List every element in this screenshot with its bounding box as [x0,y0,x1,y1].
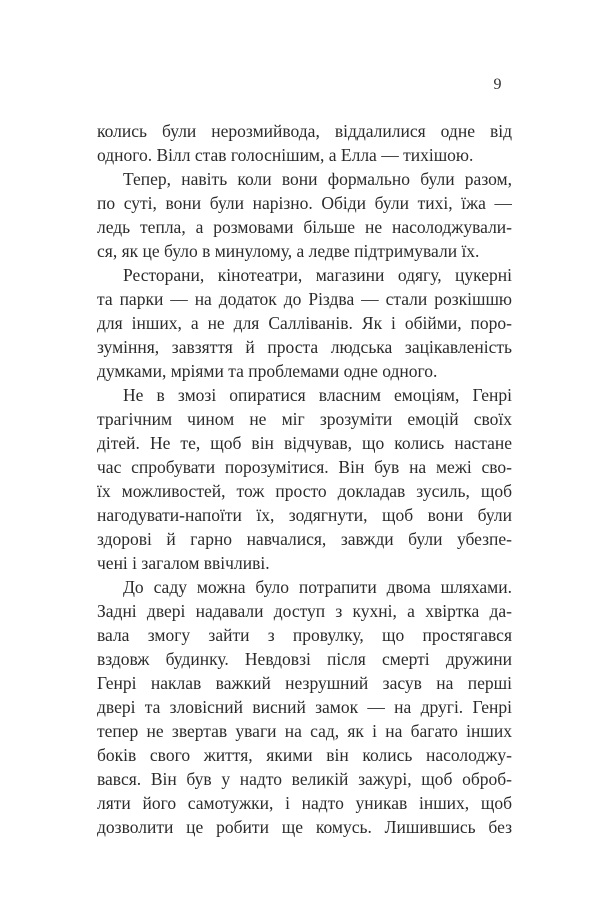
text-line: Тепер, навіть коли вони формально були разом, [123,169,512,189]
text-line: здорові й гарно навчалися, завжди були убезпе- [97,529,512,549]
paragraph [97,383,512,575]
text-line: ледь тепла, а розмовами більше не насолоджували- [97,217,512,237]
page-number: 9 [493,76,502,93]
text-line: вався. Він був у надто великій зажурі, щоб оброб- [97,769,512,789]
text-line: думками, мріями та проблемами одне одного. [97,361,438,381]
text-line: трагічним чином не міг зрозуміти емоцій своїх [97,409,512,429]
text-block [97,119,512,839]
text-line: тепер не звертав уваги на сад, як і на багато інших [97,721,512,741]
text-line: двері та зловісний висний замок — на другі. Генрі [97,697,512,717]
text-line: вздовж будинку. Невдовзі після смерті дружини [97,649,512,669]
paragraph [97,263,512,383]
text-line: вала змогу зайти з провулку, що простягався [97,625,512,645]
text-line: дозволити це робити ще комусь. Лишившись без [97,817,512,837]
paragraph [97,119,512,167]
text-line: Задні двері надавали доступ з кухні, а хвіртка да- [97,601,512,621]
text-line: ляти його самотужки, і надто уникав інших, щоб [97,793,512,813]
text-line: нагодувати-напоїти їх, зодягнути, щоб вони були [97,505,512,525]
text-line: боків свого життя, якими він колись насолоджу- [97,745,512,765]
text-line: Генрі наклав важкий незрушний засув на перші [97,673,512,693]
text-line: ся, як це було в минулому, а ледве підтримували їх. [97,241,480,261]
text-line: час спробувати порозумітися. Він був на межі сво- [97,457,512,477]
text-line: одного. Вілл став голоснішим, а Елла — тихішою. [97,145,474,165]
text-line: дітей. Не те, щоб він відчував, що колись настане [97,433,512,453]
text-line: для інших, а не для Салліванів. Як і обійми, поро- [97,313,512,333]
text-line: їх можливостей, тож просто докладав зусиль, щоб [97,481,512,501]
text-line: колись були нерозмийвода, віддалилися одне від [97,121,512,141]
text-line: До саду можна було потрапити двома шляхами. [123,577,512,597]
text-line: та парки — на додаток до Різдва — стали розкішшю [97,289,512,309]
text-line: по суті, вони були нарізно. Обіди були тихі, їжа — [97,193,512,213]
text-line: чені і загалом ввічливі. [97,553,270,573]
text-line: Ресторани, кінотеатри, магазини одягу, цукерні [123,265,512,285]
paragraph [97,167,512,263]
paragraph [97,575,512,839]
text-line: зуміння, завзяття й проста людська зацікавленість [97,337,512,357]
text-line: Не в змозі опиратися власним емоціям, Генрі [123,385,512,405]
